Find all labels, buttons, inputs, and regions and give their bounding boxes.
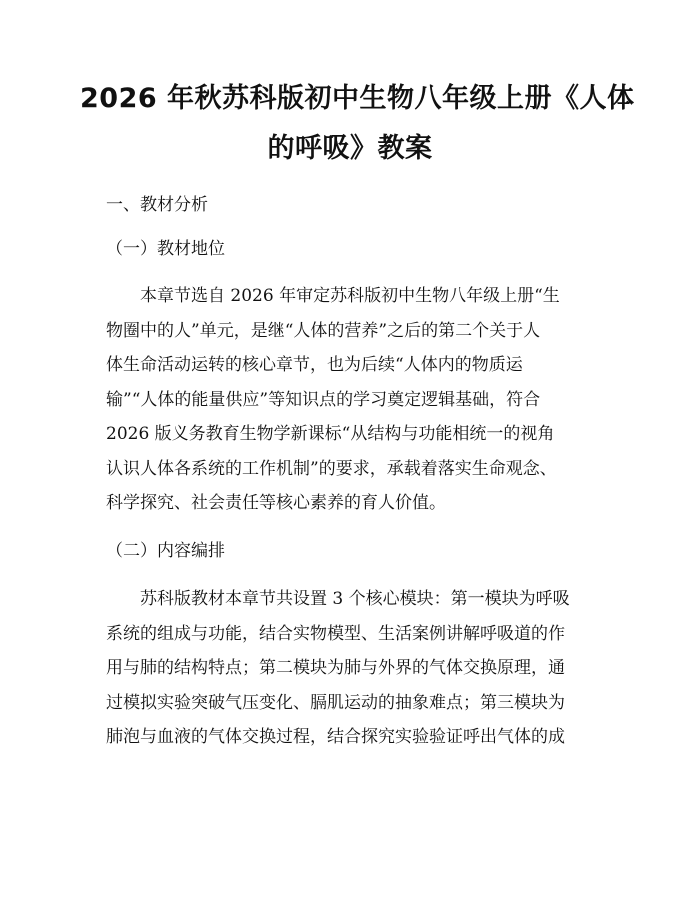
section-heading-textbook-analysis: 一、教材分析 — [106, 195, 208, 215]
paragraph-content-arrangement — [106, 582, 606, 755]
paragraph-line: 体生命活动运转的核心章节，也为后续“人体内的物质运 — [106, 355, 523, 375]
paragraph-line: 系统的组成与功能，结合实物模型、生活案例讲解呼吸道的作 — [106, 623, 565, 644]
document-title-line-2: 的呼吸》教案 — [267, 133, 433, 164]
paragraph-line: 本章节选自 2026 年审定苏科版初中生物八年级上册“生 — [140, 286, 560, 306]
paragraph-line: 用与肺的结构特点；第二模块为肺与外界的气体交换原理，通 — [106, 658, 565, 678]
paragraph-line: 2026 版义务教育生物学新课标“从结构与功能相统一的视角 — [106, 424, 555, 444]
document-title-line-1: 2026 年秋苏科版初中生物八年级上册《人体 — [80, 83, 635, 114]
subsection-heading-textbook-position: （一）教材地位 — [106, 239, 225, 259]
paragraph-line: 物圈中的人”单元，是继“人体的营养”之后的第二个关于人 — [106, 320, 541, 341]
paragraph-line: 科学探究、社会责任等核心素养的育人价值。 — [106, 493, 446, 513]
subsection-heading-content-arrangement: （二）内容编排 — [106, 541, 225, 561]
paragraph-line: 过模拟实验突破气压变化、膈肌运动的抽象难点；第三模块为 — [106, 692, 565, 713]
paragraph-line: 苏科版教材本章节共设置 3 个核心模块：第一模块为呼吸 — [140, 589, 570, 609]
paragraph-textbook-position — [106, 279, 606, 521]
paragraph-line: 认识人体各系统的工作机制”的要求，承载着落实生命观念、 — [106, 458, 557, 479]
paragraph-line: 肺泡与血液的气体交换过程，结合探究实验验证呼出气体的成 — [106, 727, 565, 747]
paragraph-line: 输”“人体的能量供应”等知识点的学习奠定逻辑基础，符合 — [106, 389, 541, 410]
